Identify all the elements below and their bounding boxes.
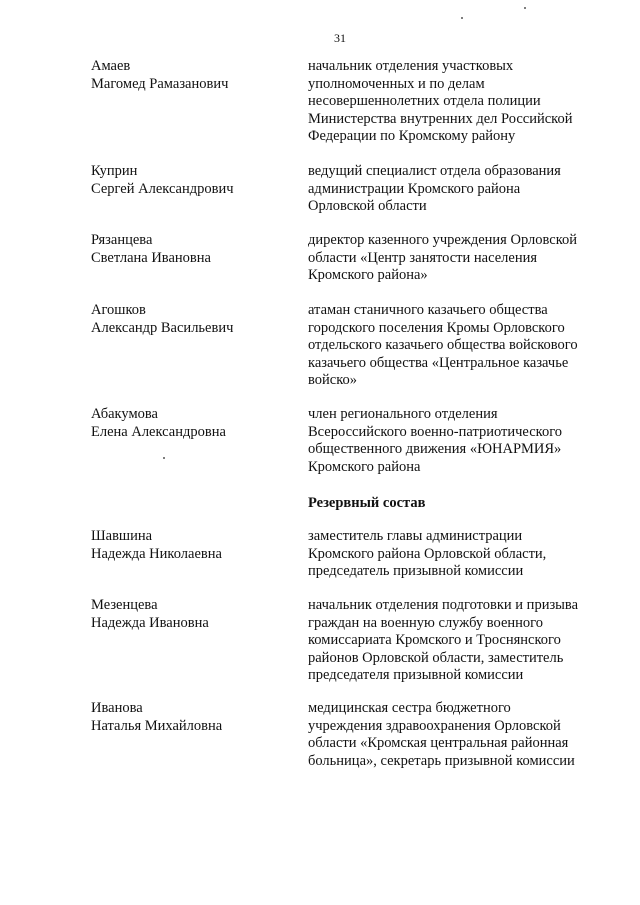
member-given-name: Надежда Ивановна — [91, 614, 209, 631]
role-line: отдельского казачьего общества войскового — [308, 337, 578, 353]
role-line: Министерства внутренних дел Российской — [308, 110, 573, 127]
role-line: уполномоченных и по делам — [308, 75, 485, 92]
role-line: атаман станичного казачьего общества — [308, 302, 548, 318]
role-line: ведущий специалист отдела образования — [308, 163, 561, 179]
member-given-name: Наталья Михайловна — [91, 717, 223, 734]
role-line: медицинская сестра бюджетного — [308, 700, 511, 716]
role-line: несовершеннолетних отдела полиции — [308, 93, 541, 109]
member-given-name: Елена Александровна — [91, 423, 226, 440]
role-line: граждан на военную службу военного — [308, 614, 543, 631]
role-line: учреждения здравоохранения Орловской — [308, 717, 561, 734]
role-line: Всероссийского военно-патриотического — [308, 423, 563, 440]
member-role — [308, 302, 608, 390]
role-line: член регионального отделения — [308, 406, 498, 422]
role-line: начальник отделения подготовки и призыва — [308, 597, 579, 613]
role-line: председатель призывной комиссии — [308, 563, 524, 579]
member-surname: Иванова — [91, 700, 143, 716]
role-line: Кромского района Орловской области, — [308, 545, 547, 562]
role-line: казачьего общества «Центральное казачье — [308, 354, 569, 371]
member-surname: Абакумова — [91, 406, 158, 422]
member-given-name: Сергей Александрович — [91, 180, 234, 197]
member-name — [91, 163, 296, 198]
member-surname: Куприн — [91, 163, 138, 179]
role-line: Кромского района — [308, 458, 421, 475]
role-line: заместитель главы администрации — [308, 528, 523, 544]
member-given-name: Светлана Ивановна — [91, 249, 211, 266]
member-name — [91, 232, 296, 267]
page-number: 31 — [334, 31, 346, 45]
member-role — [308, 528, 608, 581]
role-line: Орловской области — [308, 198, 427, 214]
role-line: области «Центр занятости населения — [308, 249, 538, 266]
role-line: области «Кромская центральная районная — [308, 735, 569, 751]
member-name — [91, 302, 296, 337]
member-given-name: Александр Васильевич — [91, 319, 234, 336]
member-name — [91, 528, 296, 563]
scan-speck — [524, 7, 526, 9]
member-surname: Рязанцева — [91, 232, 153, 248]
role-line: Федерации по Кромскому району — [308, 128, 516, 144]
member-given-name: Надежда Николаевна — [91, 545, 222, 562]
member-role — [308, 163, 608, 216]
member-role — [308, 406, 608, 476]
member-surname: Мезенцева — [91, 597, 158, 613]
role-line: войско» — [308, 372, 358, 388]
role-line: начальник отделения участковых — [308, 58, 514, 74]
role-line: председателя призывной комиссии — [308, 667, 524, 683]
role-line: администрации Кромского района — [308, 180, 521, 197]
role-line: районов Орловской области, заместитель — [308, 649, 564, 666]
member-surname: Шавшина — [91, 528, 153, 544]
member-name — [91, 58, 296, 93]
role-line: директор казенного учреждения Орловской — [308, 232, 578, 248]
member-name — [91, 406, 296, 441]
member-role — [308, 597, 608, 685]
role-line: больница», секретарь призывной комиссии — [308, 752, 575, 769]
scan-speck — [461, 17, 463, 19]
member-role — [308, 700, 608, 770]
member-role — [308, 58, 608, 146]
member-surname: Агошков — [91, 302, 146, 318]
reserve-section-heading: Резервный состав — [308, 495, 426, 511]
member-name — [91, 597, 296, 632]
member-role — [308, 232, 608, 285]
role-line: городского поселения Кромы Орловского — [308, 319, 565, 336]
member-given-name: Магомед Рамазанович — [91, 75, 229, 92]
scan-speck — [163, 457, 165, 459]
member-surname: Амаев — [91, 58, 131, 74]
role-line: комиссариата Кромского и Троснянского — [308, 632, 561, 648]
role-line: Кромского района» — [308, 267, 428, 283]
role-line: общественного движения «ЮНАРМИЯ» — [308, 441, 562, 457]
member-name — [91, 700, 296, 735]
